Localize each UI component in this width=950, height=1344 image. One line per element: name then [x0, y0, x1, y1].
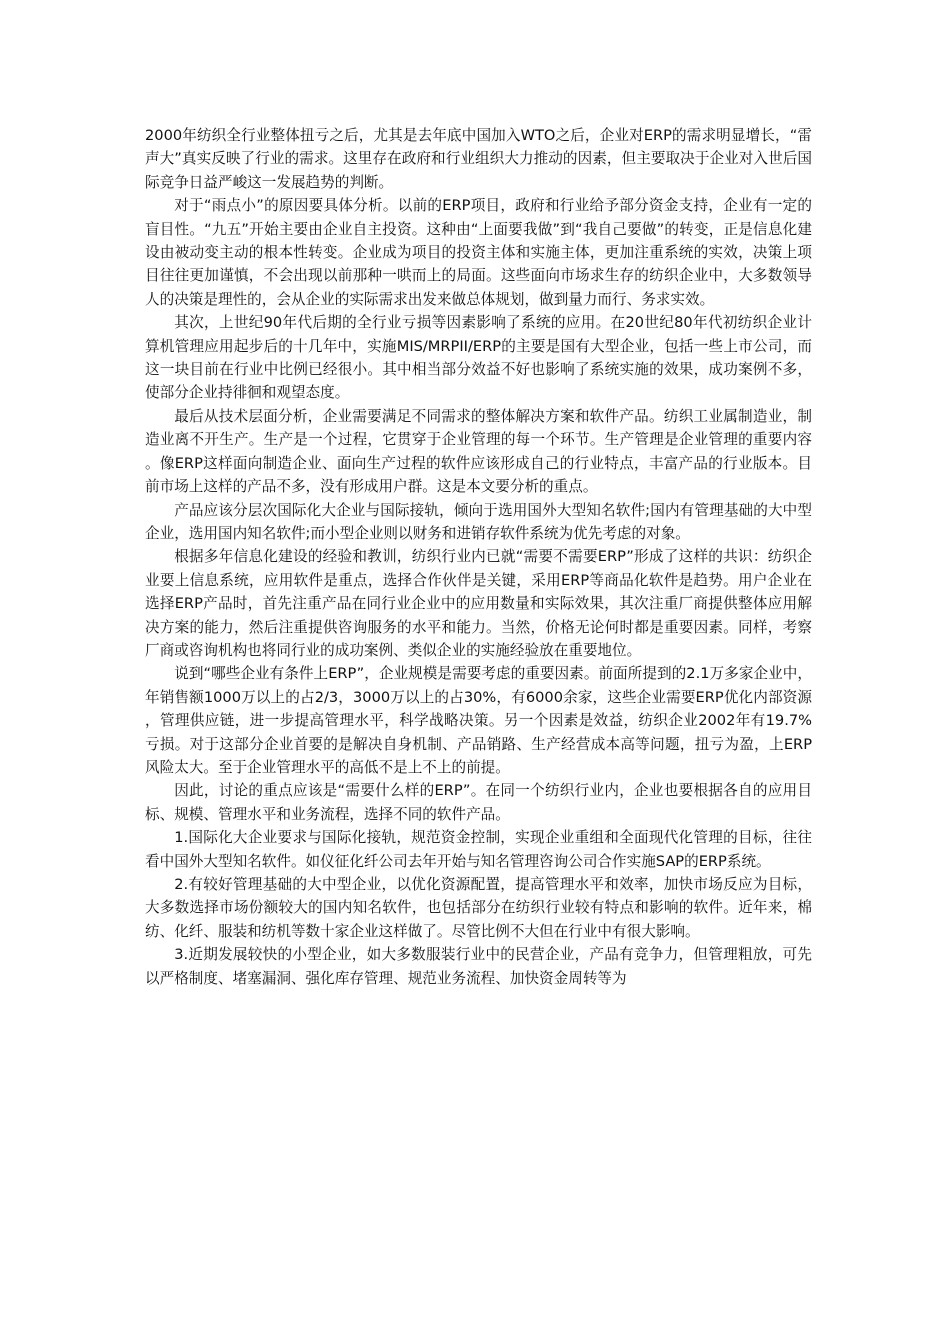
- numbered-paragraph: 3.近期发展较快的小型企业，如大多数服装行业中的民营企业，产品有竞争力，但管理粗放，可先以严格制度、堵塞漏洞、强化库存管理、规范业务流程、加快资金周转等为: [145, 946, 812, 987]
- paragraph: 说到“哪些企业有条件上ERP”，企业规模是需要考虑的重要因素。前面所提到的2.1万多家企业中，年销售额1000万以上的占2/3，3000万以上的占30%，有6000余家，这些企业需要ERP优化内部资源，管理供应链，进一步提高管理水平，科学战略决策。另一个因素是效益，纺织企业2002年有19.7%亏损。对于这部分企业首要的是解决自身机制、产品销路、生产经营成本高等问题，扭亏为盈，上ERP风险太大。至于企业管理水平的高低不是上不上的前提。: [145, 665, 812, 776]
- paragraph: 最后从技术层面分析，企业需要满足不同需求的整体解决方案和软件产品。纺织工业属制造业，制造业离不开生产。生产是一个过程，它贯穿于企业管理的每一个环节。生产管理是企业管理的重要内容。像ERP这样面向制造企业、面向生产过程的软件应该形成自己的行业特点，丰富产品的行业版本。目前市场上这样的产品不多，没有形成用户群。这是本文要分析的重点。: [145, 407, 812, 496]
- paragraph: 对于“雨点小”的原因要具体分析。以前的ERP项目，政府和行业给予部分资金支持，企业有一定的盲目性。“九五”开始主要由企业自主投资。这种由“上面要我做”到“我自己要做”的转变，正是信息化建设由被动变主动的根本性转变。企业成为项目的投资主体和实施主体，更加注重系统的实效，决策上项目往往更加谨慎，不会出现以前那种一哄而上的局面。这些面向市场求生存的纺织企业中，大多数领导人的决策是理性的，会从企业的实际需求出发来做总体规划，做到量力而行、务求实效。: [145, 197, 812, 308]
- paragraph: 2000年纺织全行业整体扭亏之后，尤其是去年底中国加入WTO之后，企业对ERP的需求明显增长，“雷声大”真实反映了行业的需求。这里存在政府和行业组织大力推动的因素，但主要取决于企业对入世后国际竞争日益严峻这一发展趋势的判断。: [145, 127, 812, 191]
- document-body: [145, 124, 812, 990]
- numbered-paragraph: 2.有较好管理基础的大中型企业，以优化资源配置，提高管理水平和效率，加快市场反应为目标，大多数选择市场份额较大的国内知名软件，也包括部分在纺织行业较有特点和影响的软件。近年来，棉纺、化纤、服装和纺机等数十家企业这样做了。尽管比例不大但在行业中有很大影响。: [145, 876, 812, 940]
- paragraph: 根据多年信息化建设的经验和教训，纺织行业内已就“需要不需要ERP”形成了这样的共识：纺织企业要上信息系统，应用软件是重点，选择合作伙伴是关键，采用ERP等商品化软件是趋势。用户企业在选择ERP产品时，首先注重产品在同行业企业中的应用数量和实际效果，其次注重厂商提供整体应用解决方案的能力，然后注重提供咨询服务的水平和能力。当然，价格无论何时都是重要因素。同样，考察厂商或咨询机构也将同行业的成功案例、类似企业的实施经验放在重要地位。: [145, 548, 812, 659]
- paragraph: 其次，上世纪90年代后期的全行业亏损等因素影响了系统的应用。在20世纪80年代初纺织企业计算机管理应用起步后的十几年中，实施MIS/MRPII/ERP的主要是国有大型企业，包括一些上市公司，而这一块目前在行业中比例已经很小。其中相当部分效益不好也影响了系统实施的效果，成功案例不多，使部分企业持徘徊和观望态度。: [145, 314, 812, 402]
- numbered-paragraph: 1.国际化大企业要求与国际化接轨，规范资金控制，实现企业重组和全面现代化管理的目标，往往看中国外大型知名软件。如仪征化纤公司去年开始与知名管理咨询公司合作实施SAP的ERP系统。: [145, 829, 812, 870]
- paragraph: 因此，讨论的重点应该是“需要什么样的ERP”。在同一个纺织行业内，企业也要根据各自的应用目标、规模、管理水平和业务流程，选择不同的软件产品。: [145, 782, 812, 823]
- paragraph: 产品应该分层次国际化大企业与国际接轨，倾向于选用国外大型知名软件;国内有管理基础的大中型企业，选用国内知名软件;而小型企业则以财务和进销存软件系统为优先考虑的对象。: [145, 501, 812, 542]
